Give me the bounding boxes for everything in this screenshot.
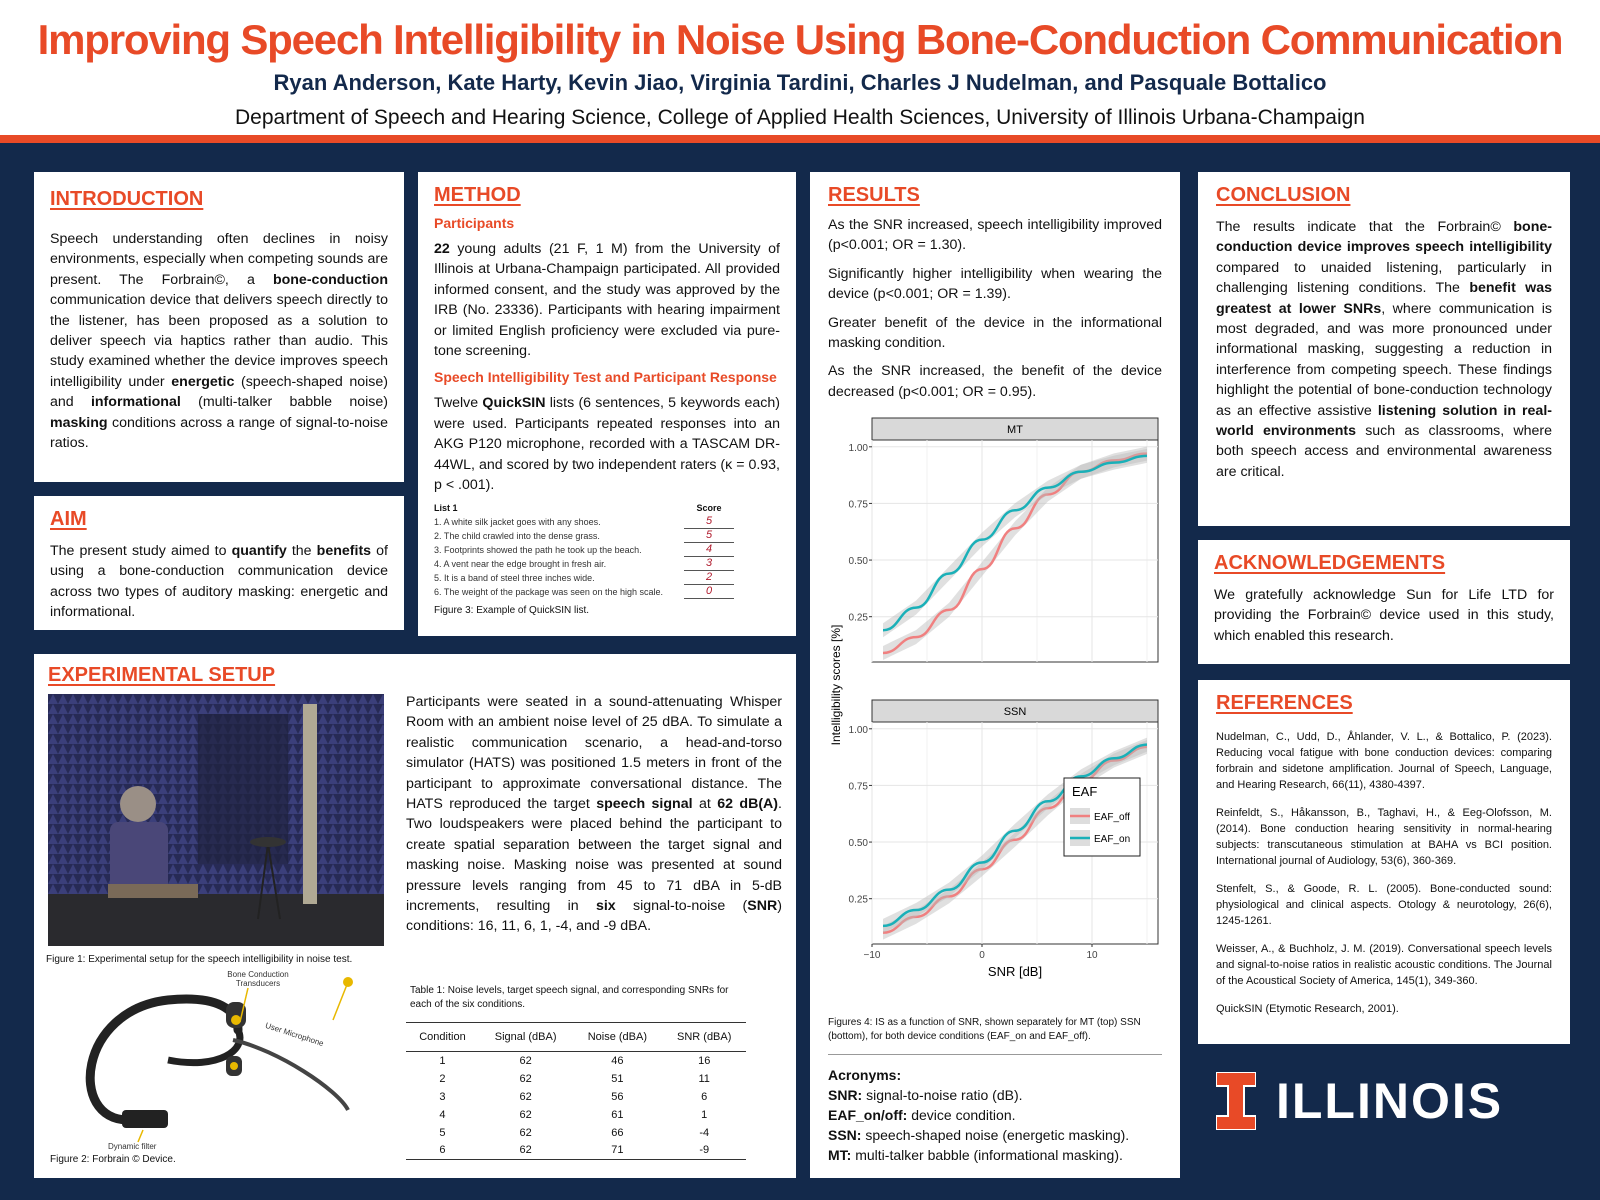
figure3-caption: Figure 3: Example of QuickSIN list. (434, 605, 590, 617)
text-run: bone-conduction (272, 271, 388, 288)
illinois-logo (1216, 1072, 1503, 1130)
text-run: signal-to-noise ( (615, 898, 748, 915)
header-stripe (0, 135, 1600, 143)
x-tick-label: 0 (979, 950, 985, 962)
text-run: of using a bone-conduction communication device across two types of auditory masking: energetic and informational. (50, 543, 388, 621)
table-cell: 62 (479, 1142, 572, 1160)
acronym-item (828, 1145, 1162, 1165)
text-run: Participants were seated in a sound-attenuating Whisper Room with an ambient noise level of 25 dBA. To simulate a realistic communication scenario, a head-and-torso simulator (HATS) was positioned 1.5 meters in front of the participant to approximate conversational distance. The HATS reproduced the target (406, 694, 782, 813)
quicksin-row (434, 585, 734, 599)
department: Department of Speech and Hearing Science, College of Applied Health Sciences, University of Illinois Urbana-Champaign (235, 106, 1365, 129)
text-run: (speech-shaped noise) and (50, 373, 388, 411)
table-cell: 51 (611, 1072, 624, 1085)
result-point: As the SNR increased, speech intelligibility improved (p<0.001; OR = 1.30). (828, 217, 1162, 254)
text-run: conditions across a range of signal-to-noise ratios. (50, 414, 388, 452)
y-tick-label: 1.00 (848, 443, 868, 455)
text-run: , where communication is most degraded, and was more pronounced under informational masking, suggesting a reduction in interference from competing speech. These findings highlight the potential of bone-conduction technology as an effective assistive (1216, 300, 1552, 419)
quicksin-score: 5 (684, 529, 734, 543)
table-cell: 5 (439, 1126, 446, 1139)
aim-panel (34, 496, 404, 630)
table-cell: 6 (406, 1142, 479, 1160)
setup-text (406, 692, 782, 937)
table-cell: 6 (701, 1090, 708, 1103)
results-divider (828, 1054, 1162, 1055)
results-chart (828, 410, 1168, 1012)
reference-item: QuickSIN (Etymotic Research, 2001). (1216, 1003, 1399, 1015)
results-points (828, 215, 1162, 402)
poster-header (0, 0, 1600, 143)
quicksin-sentence: 4. A vent near the edge brought in fresh air. (434, 559, 607, 570)
text-run: 22 (434, 241, 450, 257)
acronym-key: MT: (828, 1147, 852, 1164)
y-axis-label: Intelligibility scores [%] (829, 624, 843, 746)
figure1-caption: Figure 1: Experimental setup for the speech intelligibility in noise test. (46, 954, 353, 965)
acronym-key: EAF_on/off: (828, 1107, 908, 1124)
results-panel (810, 172, 1180, 1178)
participants-text (434, 239, 780, 361)
text-run: speech signal (596, 796, 693, 813)
x-axis-label: SNR [dB] (987, 964, 1043, 980)
introduction-heading: INTRODUCTION (50, 188, 204, 210)
reference-item: Nudelman, C., Udd, D., Åhlander, V. L., & Bottalico, P. (2023). Reducing vocal fatigue with bone conduction devices: comparing forbrain and sidetone amplification. Journal of Speech, Language, and Hearing Research, 66(11), 4380-4397. (1216, 731, 1552, 791)
acknowledgements-heading: ACKNOWLEDGEMENTS (1214, 552, 1446, 574)
quicksin-sentence: 6. The weight of the package was seen on the high scale. (434, 587, 663, 598)
quicksin-sentence: 2. The child crawled into the dense grass. (434, 531, 600, 542)
table-row (406, 1052, 746, 1070)
text-run: 62 dB(A) (717, 796, 779, 813)
table-header: Noise (dBA) (572, 1023, 662, 1052)
text-run: six (595, 898, 616, 915)
table-caption: Table 1: Noise levels, target speech signal, and corresponding SNRs for each of the six conditions. (410, 985, 729, 1010)
text-run: lists (6 sentences, 5 keywords each) were used. Participants repeated responses into an AKG P120 microphone, recorded with a TASCAM DR-44WL, and scored by two independent raters (κ = 0.93, p < .001). (434, 395, 780, 494)
x-tick-label: 10 (1086, 950, 1098, 962)
table-row (406, 1088, 746, 1106)
figure4-caption: Figures 4: IS as a function of SNR, shown separately for MT (top) SSN (bottom), for both device conditions (EAF_on and EAF_off). (828, 1017, 1141, 1043)
table-cell: 62 (519, 1108, 532, 1121)
table-row (406, 1106, 746, 1124)
text-run: such as classrooms, where both speech access and environmental awareness are critical. (1216, 423, 1552, 480)
text-run: communication device that delivers speech directly to the listener, has been proposed as a solution to deliver speech via haptics rather than audio. This study examined whether the device improves speech intelligibility under (50, 292, 388, 390)
quicksin-score: 0 (684, 585, 734, 599)
text-run: quantify (231, 543, 287, 559)
quicksin-row (434, 529, 734, 543)
result-point: Greater benefit of the device in the informational masking condition. (828, 314, 1162, 352)
table-cell: 56 (611, 1090, 624, 1103)
text-run: The results indicate that the Forbrain© (1216, 219, 1514, 235)
plot-area (872, 440, 1158, 662)
references-panel (1198, 680, 1570, 1044)
quicksin-sentence: 5. It is a band of steel three inches wide. (434, 573, 595, 584)
aim-heading: AIM (50, 508, 87, 530)
table-cell: 62 (519, 1054, 532, 1067)
quicksin-score: 5 (684, 515, 734, 529)
setup-photo (48, 694, 384, 946)
text-run: Twelve (434, 395, 483, 412)
result-point: Significantly higher intelligibility when wearing the device (p<0.001; OR = 1.39). (828, 265, 1162, 303)
table-cell: 4 (439, 1108, 446, 1121)
reference-item: Stenfelt, S., & Goode, R. L. (2005). Bone-conducted sound: physiological and clinical aspects. Otology & neurotology, 26(6), 1245-1261. (1216, 883, 1552, 927)
y-tick-label: 0.25 (848, 612, 868, 624)
references-heading: REFERENCES (1216, 692, 1353, 714)
quicksin-list-label: List 1 (434, 503, 458, 514)
quicksin-score: 4 (684, 543, 734, 557)
text-run: listening solution in real-world environments (1216, 402, 1552, 440)
table-row (406, 1124, 746, 1142)
quicksin-sentence: 1. A white silk jacket goes with any shoes. (434, 517, 601, 528)
acronyms-list (828, 1085, 1162, 1165)
quicksin-row (434, 557, 734, 571)
facet-strip-label: SSN (1003, 706, 1027, 719)
text-run: QuickSIN (482, 395, 546, 412)
conclusion-heading: CONCLUSION (1216, 184, 1351, 206)
table-cell: 2 (439, 1072, 446, 1085)
table-cell: 3 (439, 1090, 446, 1103)
acronym-item (828, 1125, 1162, 1145)
method-panel (418, 172, 796, 636)
participants-heading: Participants (434, 215, 515, 231)
text-run: at (692, 796, 718, 813)
test-text (434, 393, 780, 495)
acknowledgements-panel (1198, 540, 1570, 664)
table-cell: 1 (439, 1054, 446, 1067)
y-tick-label: 0.50 (848, 838, 868, 850)
conclusion-panel (1198, 172, 1570, 526)
references-list (1216, 729, 1552, 1017)
table-row (406, 1070, 746, 1088)
text-run: . Two loudspeakers were placed behind the participant to create spatial separation between the target signal and masking noise. Masking noise was presented at sound pressure levels ranging from 45 to 71 dBA in 5-dB increments, resulting in (406, 796, 782, 915)
acronym-item (828, 1105, 1162, 1125)
table-cell: 16 (698, 1054, 711, 1067)
quicksin-score: 3 (684, 557, 734, 571)
text-run: The present study aimed to (50, 543, 232, 559)
result-point: As the SNR increased, the benefit of the device decreased (p<0.001; OR = 0.95). (828, 363, 1162, 400)
acronym-key: SNR: (828, 1087, 863, 1104)
method-heading: METHOD (434, 184, 521, 206)
label-microphone: User Microphone (264, 1020, 325, 1049)
figure2-caption: Figure 2: Forbrain © Device. (50, 1154, 176, 1165)
setup-heading: EXPERIMENTAL SETUP (48, 664, 276, 686)
table-cell: 62 (519, 1072, 532, 1085)
text-run: bone-conduction device improves speech intelligibility (1216, 219, 1552, 256)
text-run: the (286, 543, 317, 559)
snr-table (406, 1022, 746, 1160)
table-header: Condition (406, 1023, 479, 1052)
text-run: benefit was greatest at lower SNRs (1216, 280, 1552, 317)
acronym-definition: device condition. (907, 1107, 1016, 1124)
text-run: compared to unaided listening, particularly in challenging listening conditions. The (1216, 259, 1552, 297)
text-run: young adults (21 F, 1 M) from the University of Illinois at Urbana-Champaign participated. All provided informed consent, and the study was approved by the IRB (No. 23336). Participants with hearing impairment or limited English proficiency were excluded via pure-tone screening. (434, 241, 780, 360)
quicksin-list (434, 501, 734, 599)
text-run: Speech understanding often declines in noisy environments, especially when competing sounds are present. The Forbrain©, a (50, 231, 388, 288)
y-tick-label: 0.75 (848, 781, 868, 793)
quicksin-score-label: Score (696, 503, 722, 514)
table-header: Signal (dBA) (479, 1023, 572, 1052)
text-run: benefits (316, 543, 372, 559)
text-run: energetic (171, 373, 235, 390)
block-i-logo (1216, 1072, 1256, 1130)
author-list: Ryan Anderson, Kate Harty, Kevin Jiao, Virginia Tardini, Charles J Nudelman, and Pasquale Bottalico (273, 70, 1327, 95)
table-row (406, 1142, 746, 1160)
table-cell: 62 (519, 1126, 532, 1139)
legend-title: EAF (1072, 784, 1098, 800)
acronym-definition: speech-shaped noise (energetic masking). (861, 1127, 1130, 1144)
acronyms-heading: Acronyms: (828, 1067, 902, 1084)
quicksin-row (434, 515, 734, 529)
acronym-key: SSN: (828, 1127, 862, 1144)
illinois-wordmark: ILLINOIS (1276, 1073, 1504, 1129)
table-cell: 71 (572, 1142, 662, 1160)
acronym-item (828, 1085, 1162, 1105)
results-heading: RESULTS (828, 184, 920, 206)
table-cell: 1 (701, 1108, 708, 1121)
experimental-setup-panel (34, 654, 796, 1178)
x-tick-label: −10 (863, 950, 881, 962)
label-filter: Dynamic filter (108, 1142, 157, 1151)
quicksin-row (434, 571, 734, 585)
aim-text (50, 541, 388, 623)
text-run: SNR (747, 898, 778, 915)
text-run: (multi-talker babble noise) (180, 394, 388, 411)
reference-item: Weisser, A., & Buchholz, J. M. (2019). Conversational speech levels and signal-to-noise ratios in realistic acoustic conditions. The Journal of the Acoustical Society of America, 145(1), 349-360. (1216, 943, 1552, 987)
conclusion-text (1216, 217, 1552, 482)
label-transducers: Bone Conduction Transducers (227, 970, 289, 988)
text-run: ) conditions: 16, 11, 6, 1, -4, and -9 dBA. (406, 898, 782, 935)
y-tick-label: 0.50 (848, 556, 868, 568)
y-tick-label: 0.75 (848, 499, 868, 511)
poster-title: Improving Speech Intelligibility in Noise Using Bone-Conduction Communication (37, 16, 1563, 63)
acronym-definition: signal-to-noise ratio (dB). (862, 1087, 1023, 1104)
table-cell: -4 (699, 1126, 710, 1139)
acknowledgements-text: We gratefully acknowledge Sun for Life LTD for providing the Forbrain© device used in this study, which enabled this research. (1214, 587, 1554, 644)
text-run: informational (90, 394, 181, 411)
introduction-panel (34, 172, 404, 482)
text-run: masking (50, 414, 108, 431)
legend-label: EAF_on (1094, 834, 1131, 846)
quicksin-score: 2 (684, 571, 734, 585)
device-illustration (48, 970, 388, 1150)
quicksin-sentence: 3. Footprints showed the path he took up the beach. (434, 545, 642, 556)
y-tick-label: 0.25 (848, 894, 868, 906)
table-cell: 66 (611, 1126, 624, 1139)
table-cell: -9 (662, 1142, 746, 1160)
table-cell: 46 (611, 1054, 624, 1067)
photo-illustration (48, 694, 384, 946)
table-cell: 11 (698, 1072, 710, 1085)
table-cell: 62 (519, 1090, 532, 1103)
table-header: SNR (dBA) (662, 1023, 746, 1052)
reference-item: Reinfeldt, S., Håkansson, B., Taghavi, H., & Eeg-Olofsson, M. (2014). Bone conduction hearing sensitivity in normal-hearing subjects: transcutaneous stimulation at BAHA vs BCI position. International journal of Audiology, 53(6), 360-369. (1216, 807, 1552, 867)
introduction-text (50, 229, 388, 453)
legend-label: EAF_off (1094, 812, 1130, 824)
y-tick-label: 1.00 (848, 725, 868, 737)
table-cell: 61 (611, 1108, 624, 1121)
quicksin-row (434, 543, 734, 557)
acronym-definition: multi-talker babble (informational masking). (851, 1147, 1123, 1164)
test-heading: Speech Intelligibility Test and Participant Response (434, 369, 777, 386)
forbrain-device-image (48, 970, 388, 1150)
facet-strip-label: MT (1007, 424, 1023, 437)
